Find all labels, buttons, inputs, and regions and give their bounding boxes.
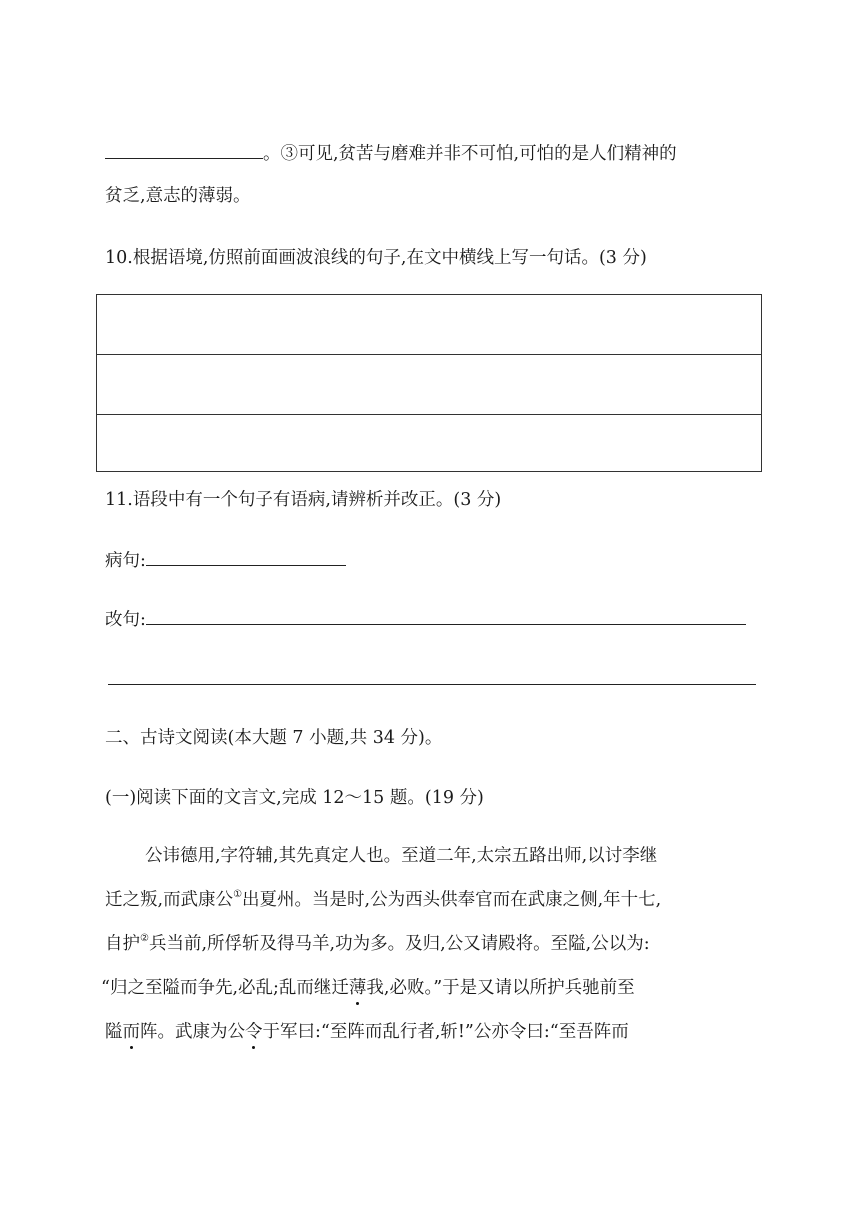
footnote-mark-2: ②	[140, 933, 149, 944]
emphasis-dotted-char: 薄	[348, 978, 367, 998]
passage-text: 迁之叛,而武康公	[105, 890, 234, 910]
passage-text: 阵。武康为公	[140, 1022, 245, 1042]
fixed-sentence-label: 改句:	[105, 610, 146, 630]
section-heading: 二、古诗文阅读(本大题 7 小题,共 34 分)。	[105, 728, 443, 748]
answer-box-row[interactable]	[97, 415, 761, 471]
fixed-sentence-blank[interactable]	[146, 606, 746, 625]
emphasis-dotted-char: 令	[245, 1022, 263, 1042]
passage-text: 于军曰:“至阵而乱行者,斩!”公亦令曰:“至吾阵而	[262, 1022, 629, 1042]
passage-text: 自护	[105, 934, 140, 954]
passage-text: 我,必败。”于是又请以所护兵驰前至	[366, 978, 635, 998]
q10-answer-box[interactable]	[96, 294, 762, 472]
passage-line-5	[105, 1020, 629, 1044]
passage-text: 出夏州。当是时,公为西头供奉官而在武康之侧,年十七,	[242, 890, 662, 910]
passage-text: 公讳德用,字符辅,其先真定人也。至道二年,太宗五路出师,以讨李继	[145, 846, 658, 866]
sick-sentence-blank[interactable]	[146, 547, 346, 566]
footnote-mark-1: ①	[233, 889, 243, 900]
passage-line-2	[105, 888, 661, 912]
q11-fixed-sentence	[105, 606, 746, 632]
passage-text: 隘	[105, 1022, 123, 1042]
q10-prompt: 10.根据语境,仿照前面画波浪线的句子,在文中横线上写一句话。(3 分)	[105, 248, 647, 268]
q9-line-1	[105, 140, 677, 166]
passage-text: “归之至隘而争先,必乱;乱而继迁	[101, 978, 349, 998]
q9-text-1: 。③可见,贫苦与磨难并非不可怕,可怕的是人们精神的	[263, 144, 677, 164]
q9-text-2: 贫乏,意志的薄弱。	[105, 186, 251, 206]
answer-box-row[interactable]	[97, 355, 761, 415]
fixed-sentence-blank-line-2[interactable]	[108, 684, 756, 685]
answer-box-row[interactable]	[97, 295, 761, 355]
emphasis-dotted-char: 而	[122, 1022, 140, 1042]
answer-blank[interactable]	[105, 140, 263, 159]
passage-line-4	[101, 976, 635, 1000]
q9-line-2	[105, 184, 251, 208]
q11-prompt: 11.语段中有一个句子有语病,请辨析并改正。(3 分)	[105, 490, 502, 510]
sick-sentence-label: 病句:	[105, 551, 146, 571]
passage-line-1	[145, 844, 657, 868]
passage-text: 兵当前,所俘斩及得马羊,功为多。及归,公又请殿将。至隘,公以为:	[148, 934, 650, 954]
q11-sick-sentence	[105, 547, 346, 573]
passage-line-3	[105, 932, 650, 956]
part-heading: (一)阅读下面的文言文,完成 12～15 题。(19 分)	[105, 788, 484, 808]
